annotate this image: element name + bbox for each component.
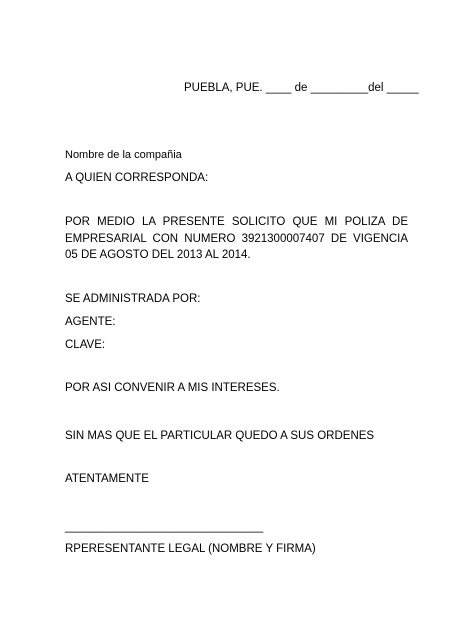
company-name: Nombre de la compañia <box>65 149 182 161</box>
key-label: CLAVE: <box>65 339 106 351</box>
salutation: A QUIEN CORRESPONDA: <box>65 172 209 184</box>
signature-line: _______________________________ <box>65 521 264 533</box>
agent-label: AGENTE: <box>65 316 116 328</box>
convenience-statement: POR ASI CONVENIR A MIS INTERESES. <box>65 382 280 394</box>
regards: ATENTAMENTE <box>65 473 149 485</box>
letter-body: POR MEDIO LA PRESENTE SOLICITO QUE MI POLIZA DE EMPRESARIAL CON NUMERO 3921300007407 DE VIGENCIA 05 DE AGOSTO DEL 2013 AL 2014. <box>65 216 408 261</box>
administered-by-label: SE ADMINISTRADA POR: <box>65 293 201 305</box>
closing-statement: SIN MAS QUE EL PARTICULAR QUEDO A SUS ORDENES <box>65 430 375 442</box>
place-date-line: PUEBLA, PUE. ____ de _________del _____ <box>184 82 419 94</box>
legal-representative-label: RPERESENTANTE LEGAL (NOMBRE Y FIRMA) <box>65 543 316 555</box>
